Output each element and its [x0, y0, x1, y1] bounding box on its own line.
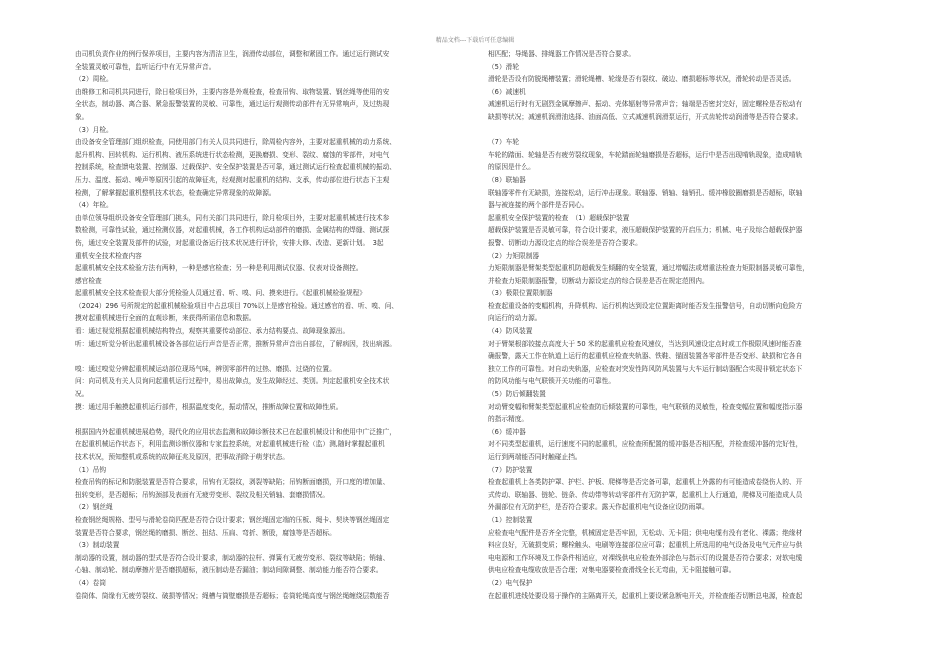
text-line: 在起重机械运作状态下，利用监测诊断仪器和专家监控系统，对起重机械进行检（监）测,随时掌握起重机	[75, 440, 385, 449]
text-line: （5）防后倾翻装置	[488, 390, 546, 399]
text-line: 的原因是什么。	[488, 163, 535, 172]
text-line: 式传动、联轴器、链轮、链条、传动带等转动零部件有无防护罩，起重机上人行通道，爬梯及可能造成人员	[488, 490, 803, 499]
text-line: 的指示精度。	[488, 415, 529, 424]
text-line: 伤，通过安全装置及部件的试验，对起重设备运行技术状况进行评价，安排大修、改造、更新计划。 3起	[75, 238, 384, 247]
text-line: 对于臂架根部铰接点高度大于 50 米的起重机应检查风速仪，当达到风速设定点时或工作极限风速时能否准	[488, 339, 802, 348]
text-line: 起重机械安全技术检查很大部分凭检验人员通过看、听、嗅、问、摸来进行。《起重机械检验规程》	[75, 289, 366, 298]
text-line: 由单位领导组织设备安全管理部门挑头，同有关部门共同进行，除月检项目外，主要对起重机械进行技术参	[75, 213, 390, 222]
left-column	[75, 48, 475, 602]
text-line: 滑轮是否设有防脱绳槽装置；滑轮绳槽、轮缘是否有裂纹、破边、磨损超标等状况，滑轮转动是否灵活。	[488, 75, 796, 84]
text-line: （2）电气保护	[488, 578, 533, 587]
page-header: 精品文档---下载后可任意编辑	[435, 37, 515, 44]
text-line: （7）防护装置	[488, 465, 533, 474]
text-line	[488, 124, 888, 137]
text-line: 检查起重设备的变幅机构，升降机构、运行机构达到设定位置距离时能否发生报警信号，自动切断向危险方	[488, 301, 803, 310]
text-line: 起升机构、回转机构、运行机构、液压系统进行状态检测，更换磨损、变形、裂纹、腐蚀的零部件，对电气	[75, 150, 390, 159]
text-line: （3）极限位置限制器	[488, 289, 553, 298]
text-line	[75, 413, 475, 426]
text-line: 根据国内外起重机械进展趋势，现代化的应用状态监测和故障诊断技术已在起重机械设计和使用中广泛推广，	[75, 427, 396, 436]
text-line: 在起重机进线处要设易于操作的主隔离开关，起重机上要设紧急断电开关，并检查能否切断总电源，检查起	[488, 591, 803, 600]
text-line: 报警、切断动力源设定点的综合误差是否符合要求。	[488, 238, 642, 247]
text-line: 外漏部位有无防护栏，是否符合要求。露天作起重机电气设备应设防雨罩。	[488, 503, 709, 512]
text-line: 听：通过听觉分析出起重机械设备各部位运行声音是否正常，推断异常声音出自部位，了解病因，找出病源。	[75, 339, 396, 348]
text-line: （2）钢丝绳	[75, 503, 113, 512]
text-line: 况。	[75, 390, 89, 399]
text-line: 扭转变形，是否超标；吊钩颈部及表面有无疲劳变形、裂纹及相关销轴、套磨损情况。	[75, 490, 330, 499]
text-line: 全装置灵敏可靠性，监听运行中有无异常声音。	[75, 62, 216, 71]
text-line: 并检查力矩限制器报警，切断动力源设定点的综合误差是否在规定范围内。	[488, 276, 709, 285]
text-line: 卷筒体、筒缘有无疲劳裂纹、破损等情况；绳槽与筒壁磨损是否超标；卷筒轮绳高度与钢丝绳缠绕层数能否	[75, 591, 390, 600]
text-line: 运行到两端能否同时触碰止挡。	[488, 453, 582, 461]
text-line: 控制系统，检查馈电装置、控制器、过载保护、安全保护装置是否可靠，通过测试运行检查起重机械的振动、	[75, 163, 396, 172]
text-line: （4）防风装置	[488, 327, 533, 336]
text-line: 起重机安全保护装置的检查 （1）超载保护装置	[488, 213, 630, 222]
text-line: 的防风功能与电气联锁开关功能的可靠性。	[488, 377, 616, 386]
text-line: 压力、温度、振动、噪声等原因引起的故障征兆，经观测对起重机的结构、支承，传动部位进行状态下主观	[75, 175, 390, 184]
text-line: 检查钢丝绳规格、型号与滑轮卷筒匹配是否符合设计要求；钢丝绳固定端的压板、绳卡、契块等钢丝绳固定	[75, 515, 390, 524]
text-line: （5）滑轮	[488, 62, 520, 71]
text-line: 联轴器零件有无缺损，连接松动，运行冲击现象。联轴器、销轴、轴销孔、缓冲橡胶圈磨损是否超标，联轴	[488, 188, 803, 197]
text-line	[75, 350, 475, 363]
text-line: 相匹配；导绳器、排绳器工作情况是否符合要求。	[488, 50, 636, 58]
text-line: 车轮的踏面、轮轴是否有疲劳裂纹现象，车轮踏面轮轴磨损是否超标，运行中是否出现啃轨现象，造成啃轨	[488, 150, 803, 159]
text-line: 象。	[75, 112, 89, 121]
text-line: 检查起重机上各类防护罩、护栏、护板、爬梯等是否完备可靠，起重机上外露的有可能造成卷绕伤人的、开	[488, 478, 803, 487]
text-line: （7）车轮	[488, 138, 520, 147]
text-line: 全状态，制动器、离合器、紧急报警装置的灵敏、可靠性，通过运行观测传动部件有无异常响声，及过热现	[75, 100, 390, 109]
text-line: 由维修工和司机共同进行，除日检项目外，主要内容是外观检查，检查吊钩、取物装置、钢丝绳等使用的安	[75, 87, 390, 96]
text-line: （1）控制装置	[488, 515, 533, 524]
text-line: （4）卷筒	[75, 578, 107, 587]
text-line: 由司机负责作业的例行保养项目，主要内容为清洁卫生，润滑传动部位，调整和紧固工作。通过运行测试安	[75, 50, 390, 58]
text-line: 重机安全技术检查内容	[75, 251, 142, 260]
text-line: 制动器的设置，制动器的型式是否符合设计要求，制动器的拉杆、弹簧有无疲劳变形、裂纹等缺陷；销轴、	[75, 553, 390, 562]
text-line: 确报警，露天工作在轨道上运行的起重机应检查夹轨器、铁鞋、锚固装置各零部件是否变形、缺损和它各自	[488, 352, 803, 361]
text-line: 摸：通过用手触摸起重机运行部件，根据温度变化，振动情况，推断故障位置和故障性质。	[75, 402, 343, 411]
text-line: （8）联轴器	[488, 175, 526, 184]
text-line: 减速机运行时有无剧烈金属摩擦声、振动、壳体辐射等异常声音；轴端是否密封完好，固定螺栓是否松动有	[488, 100, 803, 109]
text-line: （1）吊钩	[75, 465, 107, 474]
text-line: （2）周检。	[75, 75, 113, 84]
text-line: （2）力矩限制器	[488, 251, 540, 260]
text-line: 摸对起重机械进行全面的直观诊断，来获得所需信息和数据。	[75, 314, 256, 323]
text-line: 料应良好，无破损变质；螺栓触头、电刷等连接部位应可靠；起重机上所选用的电气设备及电气元件应与供	[488, 541, 803, 550]
text-line: 检查吊钩的标记和防脱装置是否符合要求，吊钩有无裂纹，剥裂等缺陷；吊钩断面磨损，开口度的增加量、	[75, 478, 390, 487]
text-line: 向运行的动力源。	[488, 314, 542, 323]
text-line: 应检查电气配件是否齐全完整，机械固定是否牢固，无松动、无卡阻；供电电缆有没有老化、裸露；绝缘材	[488, 528, 803, 537]
text-line: （2024）296 号所规定的起重机械检验项目中占总项目 70%以上是感官检验。通过感官的看、听、嗅、问、	[75, 301, 399, 310]
text-line: 缺损等状况；减速机润滑油选择、油面高低、立式减速机润滑泵运行，开式齿轮传动润滑等是否符合要求。	[488, 112, 803, 121]
text-line: 电电源和工作环境及工作条件相适应，对裸线供电应检查外部涂色与指示灯的设置是否符合要求；对软电缆	[488, 553, 803, 562]
text-line: 由设备安全管理部门组织检查，同使用部门有关人员共同进行，除周检内容外，主要对起重机械的动力系统、	[75, 138, 396, 147]
text-line: 技术状况，预知整机或系统的故障征兆及原因，把事故消除于萌芽状态。	[75, 453, 289, 461]
text-line: 器与被连接的两个部件是否同心。	[488, 201, 589, 210]
text-line: 装置是否符合要求，钢丝绳的磨损、断丝、扭结、压扁、弯折、断股，腐蚀等是否超标。	[75, 528, 336, 537]
text-line: 超载保护装置是否灵敏可靠，符合设计要求，液压超载保护装置的开启压力；机械、电子及综合超载保护器	[488, 226, 803, 235]
text-line: 心轴、制动轮、制动摩擦片是否磨损超标，液压制动是否漏油；制动间隙调整、制动能力能否符合要求。	[75, 566, 383, 575]
text-line: 问：向司机及有关人员询问起重机运行过程中，易出故障点，发生故障经过、类别。判定起重机安全技术状	[75, 377, 390, 386]
text-line: （4）年检。	[75, 201, 113, 210]
text-line: 供电应检查电缆收放是否合理；对集电器要检查滑线全长无弯曲，无卡阻接触可靠。	[488, 566, 736, 575]
text-line: 力矩限制器是臂架类型起重机防超载发生倾翻的安全装置，通过增幅法或增重法检查力矩限制器灵敏可靠性，	[488, 264, 809, 273]
text-line: 数检测，可靠性试验，通过检测仪器，对起重机械，各工作机构运动部件的磨损、金属结构的焊缝、测试探	[75, 226, 390, 235]
text-line: 看：通过视觉根据起重机械结构特点，观察其重要传动部位、承力结构要点、故障现象源出。	[75, 327, 350, 336]
text-line: 独立工作的可靠性。对自动夹轨器，应检查对突发性阵风防风装置与大车运行制动器配合实现非锁定状态下	[488, 364, 803, 373]
text-line: （3）月检。	[75, 125, 113, 134]
text-line: 对动臂变幅和臂架类型起重机应检查防后倾装置的可靠性，电气联锁的灵敏性，检查变幅位置和幅度指示器	[488, 402, 803, 411]
text-line: （3）制动装置	[75, 541, 120, 550]
right-column	[488, 48, 888, 602]
text-line: 检测，了解掌握起重机整机技术状态，检查确定异常现象的故障源。	[75, 188, 276, 197]
text-line: （6）减速机	[488, 87, 526, 96]
text-line: 对不同类型起重机，运行速度不同的起重机，应检查所配置的缓冲器是否相匹配，并检查缓冲器的完好性，	[488, 440, 803, 449]
text-line: （6）缓冲器	[488, 427, 526, 436]
text-line: 感官检查	[75, 276, 102, 285]
text-line: 起重机械安全技术检验方法有两种，一种是感官检查；另一种是利用测试仪器、仪表对设备测控。	[75, 264, 363, 273]
text-line: 嗅：通过嗅觉分辨起重机械运动部位现场气味，辨别零部件的过热、磨损、过烧的位置。	[75, 364, 336, 373]
